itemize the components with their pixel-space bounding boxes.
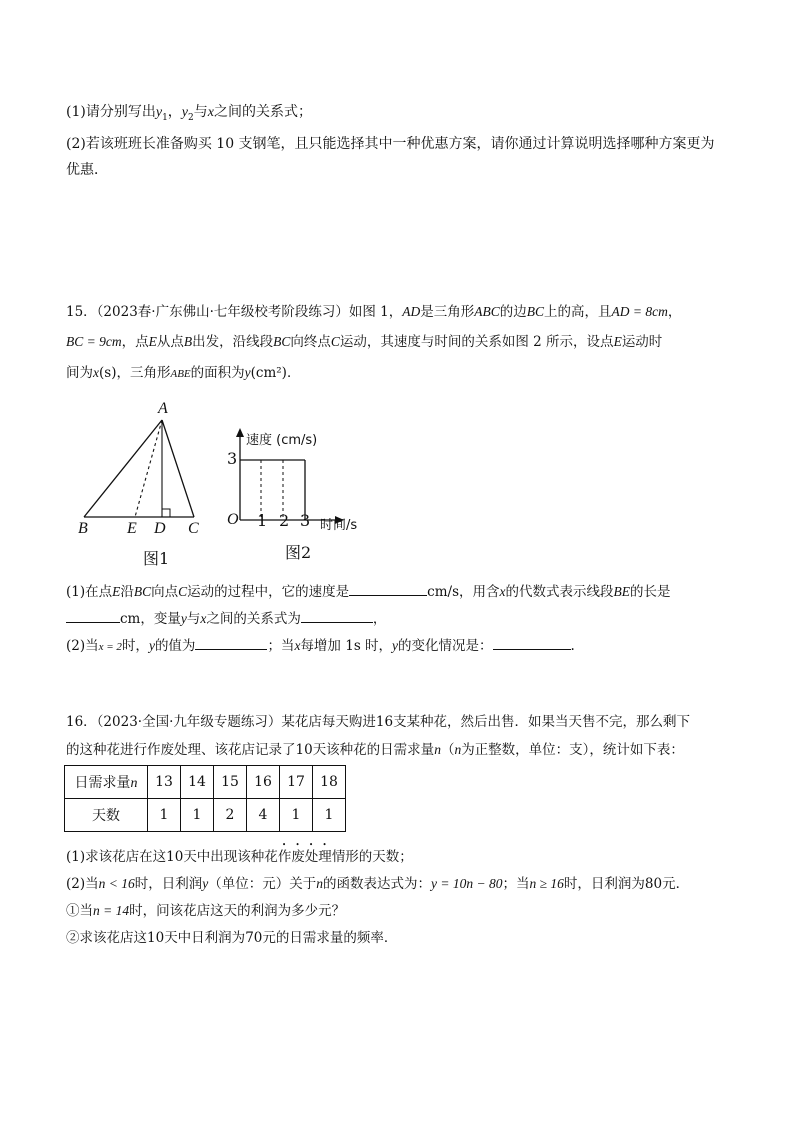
- x-tick-2: 2: [279, 511, 290, 530]
- q15-stem-line1: [66, 302, 681, 322]
- table-cell: 1: [181, 799, 214, 832]
- number: 70: [245, 930, 263, 946]
- text: (s): [99, 365, 117, 381]
- q14-part2-line1: [66, 134, 715, 154]
- subscript: 2: [188, 112, 194, 123]
- text: 的变化情况是：: [398, 638, 493, 654]
- emphasized-text: 作废处理: [277, 849, 332, 865]
- var: x: [93, 365, 99, 380]
- text: ，: [167, 104, 182, 120]
- number: 80: [644, 876, 663, 892]
- equation: BC = 9cm: [66, 334, 122, 349]
- table-cell: 1: [148, 799, 181, 832]
- text: 是三角形: [420, 304, 475, 320]
- answer-blank-y-value[interactable]: [195, 635, 267, 650]
- var: y: [148, 638, 155, 653]
- var: n: [130, 776, 138, 791]
- q15-part2: [66, 635, 575, 657]
- x-tick-1: 1: [257, 511, 268, 530]
- label-c: C: [188, 520, 199, 537]
- text: 的函数表达式为：: [323, 876, 431, 892]
- q16-sub2: [66, 928, 397, 948]
- text: (2)若该班班长准备购买 10 支钢笔，且只能选择其中一种优惠方案，请你通过计算说明选择哪种方案更为: [66, 136, 715, 152]
- number: 10: [295, 742, 313, 758]
- var: B: [183, 334, 193, 349]
- q14-part1: [66, 102, 312, 128]
- var: n: [434, 742, 441, 757]
- figure-2-caption: 图2: [285, 543, 312, 562]
- label-e: E: [127, 520, 137, 537]
- var: E: [148, 334, 157, 349]
- label-a: A: [158, 400, 168, 417]
- text: .: [570, 638, 575, 654]
- text: ①当: [66, 903, 93, 919]
- text: 日需求量: [74, 775, 131, 791]
- var-y2: y: [181, 105, 189, 120]
- text: 之间的关系式为: [206, 611, 301, 627]
- text: ，用含: [459, 584, 500, 600]
- answer-blank-be[interactable]: [66, 608, 120, 623]
- var: ABC: [474, 304, 500, 319]
- text: ，: [372, 611, 387, 627]
- table-cell: 15: [214, 766, 247, 799]
- text: 元．: [662, 876, 690, 892]
- text: (cm²): [250, 365, 287, 381]
- figure-1-triangle: [72, 400, 222, 570]
- q15-stem-line2: [66, 332, 662, 352]
- text: 与: [186, 611, 201, 627]
- text: ．: [286, 365, 301, 381]
- var: BC: [526, 304, 545, 319]
- text: 15．（2023春·广东佛山·七年级校考阶段练习）如图 1，: [66, 304, 403, 320]
- text: 情形的天数；: [331, 849, 413, 865]
- number: 10: [166, 849, 184, 865]
- text: 之间的关系式；: [213, 104, 312, 120]
- table-cell: 17: [280, 766, 313, 799]
- text: ，三角形: [116, 365, 171, 381]
- y-tick-3: 3: [227, 449, 238, 468]
- var: ABE: [170, 368, 191, 380]
- text: 从点: [156, 334, 184, 350]
- label-b: B: [78, 520, 88, 537]
- label-d: D: [154, 520, 166, 537]
- text: 出发，沿线段: [192, 334, 274, 350]
- text: 向点: [151, 584, 179, 600]
- text: （单位：元）关于: [208, 876, 317, 892]
- text: 与: [193, 104, 208, 120]
- number: 10: [147, 930, 165, 946]
- var: y: [180, 611, 187, 626]
- equation: n ≥ 16: [529, 876, 564, 891]
- var: x: [294, 638, 301, 653]
- table-cell: 1: [280, 799, 313, 832]
- q16-part1: [66, 841, 413, 867]
- answer-blank-change[interactable]: [493, 635, 571, 650]
- text: 的值为: [154, 638, 196, 654]
- text: 的面积为: [190, 365, 245, 381]
- q15-stem-line3: [66, 363, 300, 384]
- text: (2)当: [66, 638, 99, 654]
- text: 每增加 1s 时，: [300, 638, 393, 654]
- equation: n = 14: [93, 903, 130, 918]
- text: 元的日需求量的频率．: [262, 930, 398, 946]
- text: ，变量: [140, 611, 181, 627]
- subscript: 1: [162, 112, 168, 123]
- text: 的这种花进行作废处理、该花店记录了: [66, 742, 296, 758]
- text: 沿: [120, 584, 134, 600]
- figure-1-caption: 图1: [143, 549, 170, 568]
- text: 天中日利润为: [164, 930, 246, 946]
- table-cell: 18: [313, 766, 346, 799]
- text: 天该种花的日需求量: [312, 742, 435, 758]
- right-angle-mark: [162, 509, 170, 517]
- side-ac: [162, 420, 194, 517]
- text: cm/s: [427, 584, 459, 600]
- q16-part2: [66, 874, 689, 894]
- origin-label: O: [227, 511, 239, 528]
- var-x: x: [207, 105, 214, 120]
- q16-stem-line2: [66, 740, 684, 760]
- table-cell: 14: [181, 766, 214, 799]
- equation: AD = 8cm: [611, 304, 668, 319]
- var: E: [613, 334, 622, 349]
- x-axis-label: 时间/s: [320, 518, 358, 533]
- text: 运动时: [621, 334, 663, 350]
- text: 16．（2023·全国·九年级专题练习）某花店每天购进: [66, 714, 376, 730]
- text: ②求该花店这: [66, 930, 147, 946]
- text: 天中出现该种花: [183, 849, 278, 865]
- q15-part1-line1: [66, 581, 671, 602]
- text: 的代数式表示线段: [505, 584, 614, 600]
- var: BC: [273, 334, 291, 349]
- table-cell: 2: [214, 799, 247, 832]
- text: ；当: [502, 876, 530, 892]
- text: 的长是: [630, 584, 671, 600]
- table-header-cell: 天数: [65, 799, 148, 832]
- text: (1)求该花店在这: [66, 849, 167, 865]
- q16-stem-line1: [66, 712, 690, 732]
- q16-sub1: [66, 901, 345, 921]
- var: BE: [613, 584, 630, 599]
- x-tick-3: 3: [300, 511, 311, 530]
- text: （: [440, 742, 455, 758]
- text: (1)请分别写出: [66, 104, 156, 120]
- text: (1)在点: [66, 584, 113, 600]
- text: 运动，其速度与时间的关系如图 2 所示，设点: [339, 334, 614, 350]
- text: 优惠．: [66, 162, 108, 178]
- answer-blank-relation[interactable]: [301, 608, 373, 623]
- table-row: [65, 799, 346, 832]
- text: 上的高，且: [544, 304, 612, 320]
- var: E: [112, 584, 121, 599]
- text: 间为: [66, 365, 93, 381]
- text: 时，: [121, 638, 149, 654]
- segment-ae: [135, 420, 162, 517]
- demand-table: [64, 765, 346, 832]
- table-cell: 4: [247, 799, 280, 832]
- equation: y = 10n − 80: [431, 876, 503, 891]
- var: y: [244, 365, 251, 380]
- equation: x = 2: [98, 641, 122, 653]
- var: y: [202, 876, 209, 891]
- text: 的边: [499, 304, 527, 320]
- text: 为正整数，单位：支），统计如下表：: [461, 742, 684, 758]
- text: ，: [667, 304, 682, 320]
- text: 向终点: [290, 334, 331, 350]
- table-cell: 16: [247, 766, 280, 799]
- text: (2)当: [66, 876, 99, 892]
- y-axis-arrow: [236, 428, 244, 437]
- side-ab: [84, 420, 162, 517]
- equation: n < 16: [98, 876, 135, 891]
- var: x: [200, 611, 207, 626]
- var: x: [499, 584, 506, 599]
- text: 支某种花，然后出售．如果当天售不完，那么剩下: [393, 714, 691, 730]
- text: ，点: [121, 334, 149, 350]
- var: n: [316, 876, 323, 891]
- table-cell: 1: [313, 799, 346, 832]
- y-axis-label: 速度 (cm/s): [246, 433, 318, 448]
- number: 16: [375, 714, 394, 730]
- var: C: [178, 584, 188, 599]
- text: 运动的过程中，它的速度是: [187, 584, 350, 600]
- var: AD: [402, 304, 421, 319]
- text: 时，日利润: [134, 876, 203, 892]
- table-row: [65, 766, 346, 799]
- text: cm: [120, 611, 141, 627]
- var: C: [330, 334, 340, 349]
- var: y: [392, 638, 399, 653]
- var: n: [454, 742, 462, 757]
- text: 时，日利润为: [563, 876, 645, 892]
- answer-blank-speed[interactable]: [349, 581, 427, 596]
- table-header-cell: [65, 766, 148, 799]
- q14-part2-line2: [66, 160, 108, 180]
- text: ；当: [267, 638, 295, 654]
- var: BC: [133, 584, 152, 599]
- table-cell: 13: [148, 766, 181, 799]
- q15-part1-line2: [66, 608, 386, 629]
- var-y1: y: [155, 105, 163, 120]
- text: 时，问该花店这天的利润为多少元？: [129, 903, 346, 919]
